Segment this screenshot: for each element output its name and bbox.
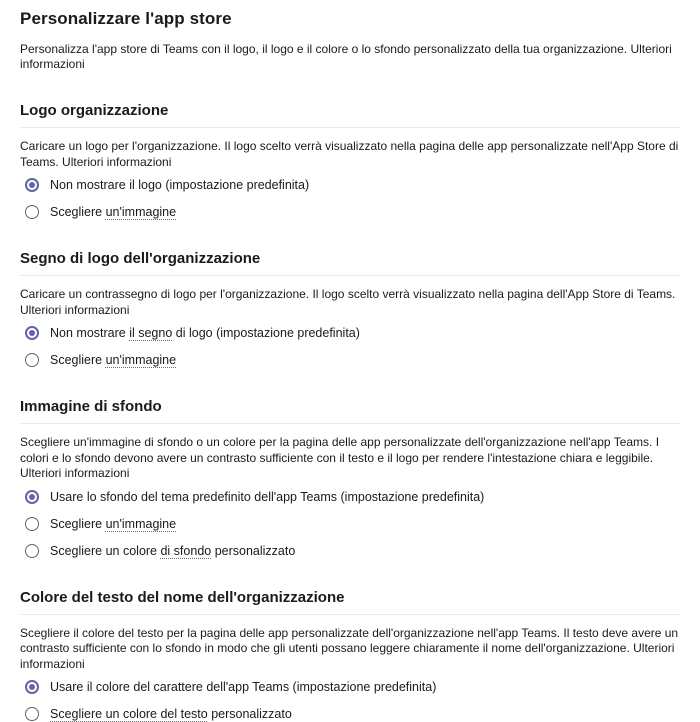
label-text: Scegliere [50,205,106,219]
learn-more-link[interactable]: Ulteriori informazioni [20,641,674,671]
radio-button[interactable] [25,517,39,531]
section-description [20,287,680,318]
section-description [20,139,680,170]
radio-label [50,177,309,193]
section-organization-logo [20,101,680,220]
section-organization-logomark [20,249,680,368]
radio-option-choose-image[interactable] [20,516,176,532]
label-text: il segno [129,326,172,340]
section-heading: Immagine di sfondo [20,397,680,424]
radio-option-custom-text-color[interactable] [20,706,292,722]
section-description [20,626,680,673]
section-description-text: Scegliere il colore del testo per la pagina delle app personalizzate dell'organizzazione nell'app Teams. Il testo deve avere un contrasto sufficiente con lo sfondo in modo che gli utenti possano leggere chiaramente il nome dell'organizzazione. [20,626,678,656]
section-description-text: Scegliere un'immagine di sfondo o un colore per la pagina delle app personalizzate dell'organizzazione nell'app Teams. I colori e lo sfondo devono avere un contrasto sufficiente con il testo e il logo per rendere l'intestazione chiara e leggibile. [20,435,659,465]
radio-group-background-image [20,489,680,559]
radio-group-organization-logomark [20,325,680,368]
section-description [20,435,680,482]
section-heading: Segno di logo dell'organizzazione [20,249,680,276]
radio-button[interactable] [25,353,39,367]
section-description-text: Caricare un contrassegno di logo per l'organizzazione. Il logo scelto verrà visualizzato nella pagina dell'App Store di Teams. [20,287,675,301]
section-heading: Colore del testo del nome dell'organizzazione [20,588,680,615]
radio-button[interactable] [25,707,39,721]
label-text: personalizzato [211,544,295,558]
label-text: di logo (impostazione predefinita) [172,326,360,340]
radio-option-custom-background-color[interactable] [20,543,295,559]
radio-button[interactable] [25,205,39,219]
label-text: Non mostrare [50,326,129,340]
radio-button-selected[interactable] [25,490,39,504]
radio-option-no-logo[interactable] [20,177,309,193]
learn-more-link[interactable]: Ulteriori informazioni [20,303,129,317]
label-text: Scegliere un colore [50,544,160,558]
label-text: Scegliere [50,517,106,531]
learn-more-link[interactable]: Ulteriori informazioni [20,42,672,71]
radio-option-choose-image[interactable] [20,352,176,368]
label-text: Usare lo sfondo del tema predefinito dell'app Teams (impostazione predefinita) [50,490,484,504]
label-text: Non mostrare il logo (impostazione predefinita) [50,178,309,192]
page-description [20,42,680,72]
radio-label [50,489,484,505]
radio-group-text-color [20,679,680,722]
radio-label [50,516,176,532]
section-organization-name-text-color [20,588,680,722]
label-text: Scegliere [50,353,106,367]
radio-option-default-font-color[interactable] [20,679,436,695]
radio-label [50,543,295,559]
radio-label [50,204,176,220]
radio-option-choose-image[interactable] [20,204,176,220]
label-text: Usare il colore del carattere dell'app Teams (impostazione predefinita) [50,680,436,694]
label-text: di sfondo [160,544,211,558]
radio-label [50,679,436,695]
learn-more-link[interactable]: Ulteriori informazioni [62,155,171,169]
radio-button-selected[interactable] [25,178,39,192]
radio-button-selected[interactable] [25,680,39,694]
radio-label [50,706,292,722]
radio-option-no-logomark[interactable] [20,325,360,341]
page-description-text: Personalizza l'app store di Teams con il logo, il logo e il colore o lo sfondo personalizzato della tua organizzazione. [20,42,627,56]
radio-button-selected[interactable] [25,326,39,340]
radio-label [50,352,176,368]
page-title: Personalizzare l'app store [20,8,680,30]
section-heading: Logo organizzazione [20,101,680,128]
label-text: Scegliere un colore del testo [50,707,208,721]
radio-button[interactable] [25,544,39,558]
label-text: un'immagine [106,517,176,531]
label-text: un'immagine [106,353,176,367]
radio-option-default-theme-background[interactable] [20,489,484,505]
learn-more-link[interactable]: Ulteriori informazioni [20,466,129,480]
radio-group-organization-logo [20,177,680,220]
radio-label [50,325,360,341]
section-description-text: Caricare un logo per l'organizzazione. Il logo scelto verrà visualizzato nella pagina delle app personalizzate nell'App Store di Teams. [20,139,678,169]
section-background-image [20,397,680,559]
label-text: personalizzato [208,707,292,721]
label-text: un'immagine [106,205,176,219]
